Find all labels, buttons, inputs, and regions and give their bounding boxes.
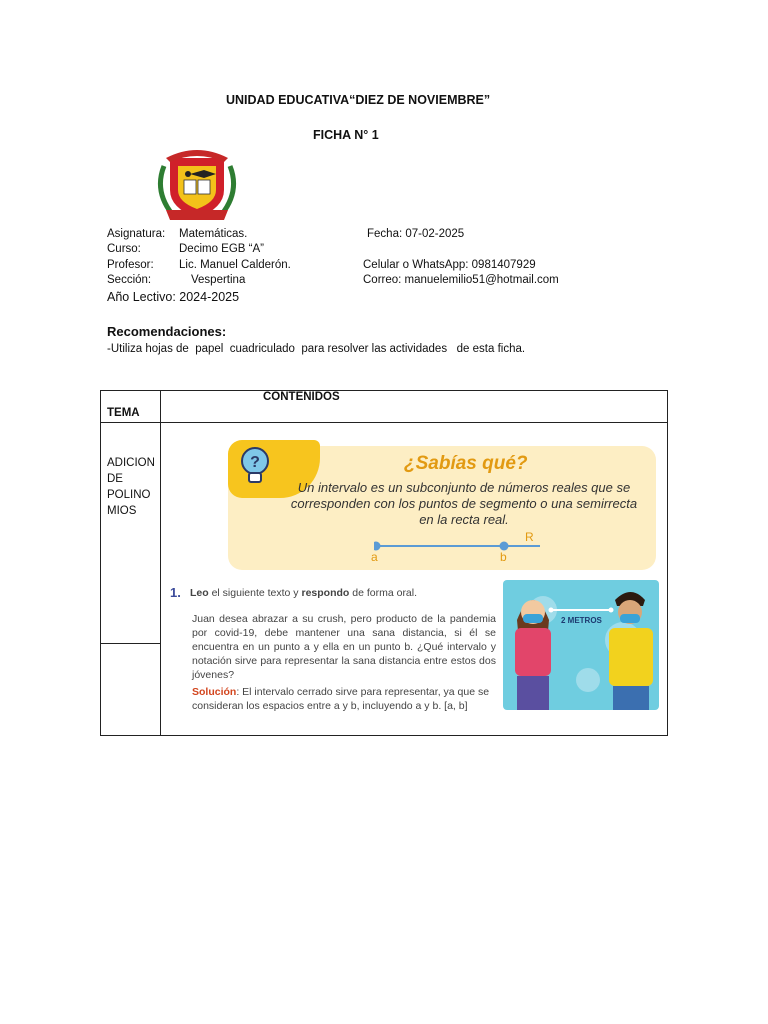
activity-solution bbox=[192, 685, 496, 713]
table-divider bbox=[160, 391, 161, 735]
distance-label: 2 METROS bbox=[561, 616, 602, 625]
sabias-que-text: Un intervalo es un subconjunto de números reales que se corresponden con los puntos de segmento o una semirrecta en la recta real. bbox=[290, 480, 638, 527]
tema-line: DE bbox=[107, 473, 123, 485]
tema-line: ADICION bbox=[107, 457, 155, 469]
label-a: a bbox=[371, 550, 378, 564]
asignatura-value: Matemáticas. bbox=[179, 228, 248, 240]
col-contenidos-header: CONTENIDOS bbox=[263, 391, 340, 403]
profesor-value: Lic. Manuel Calderón. bbox=[179, 259, 291, 271]
asignatura-label: Asignatura: bbox=[107, 228, 166, 240]
solution-text: : El intervalo cerrado sirve para representar, ya que se consideran los espacios entre a y b, incluyendo a y b. [a, b] bbox=[192, 686, 490, 712]
distance-illustration bbox=[503, 580, 659, 710]
number-line bbox=[374, 536, 544, 571]
curso-label: Curso: bbox=[107, 243, 141, 255]
sabias-que-box bbox=[228, 440, 656, 570]
label-r: R bbox=[525, 530, 534, 544]
activity-instruction bbox=[190, 587, 417, 599]
recomendaciones-title: Recomendaciones: bbox=[107, 324, 227, 339]
sabias-que-title: ¿Sabías qué? bbox=[404, 453, 528, 474]
ficha-number: FICHA N° 1 bbox=[313, 128, 379, 142]
fecha: Fecha: 07-02-2025 bbox=[367, 228, 465, 240]
lead-end: de forma oral. bbox=[349, 587, 418, 599]
school-logo bbox=[154, 146, 240, 224]
lightbulb-icon bbox=[238, 446, 272, 491]
svg-text:?: ? bbox=[250, 454, 260, 471]
label-b: b bbox=[500, 550, 507, 564]
activity-number: 1. bbox=[170, 585, 181, 600]
tema-line: MIOS bbox=[107, 505, 137, 517]
tema-value bbox=[107, 455, 155, 519]
celular: Celular o WhatsApp: 0981407929 bbox=[363, 259, 536, 271]
curso-value: Decimo EGB “A” bbox=[179, 243, 264, 255]
anio-lectivo: Año Lectivo: 2024-2025 bbox=[107, 290, 240, 304]
tema-cell-line bbox=[101, 643, 160, 644]
profesor-label: Profesor: bbox=[107, 259, 154, 271]
lead-bold-respondo: respondo bbox=[301, 587, 350, 599]
seccion-label: Sección: bbox=[107, 274, 152, 286]
lead-mid: el siguiente texto y bbox=[208, 587, 302, 599]
seccion-value: Vespertina bbox=[191, 274, 246, 286]
tema-line: POLINO bbox=[107, 489, 151, 501]
table-header-line bbox=[101, 422, 667, 423]
school-title: UNIDAD EDUCATIVA“DIEZ DE NOVIEMBRE” bbox=[226, 93, 491, 107]
col-tema-header: TEMA bbox=[107, 407, 140, 419]
activity-body: Juan desea abrazar a su crush, pero producto de la pandemia por covid-19, debe mantener una sana distancia, si él se encuentra en un punto a y ella en un punto b. ¿Qué intervalo y notación sirve para representar la sana distancia entre estos dos jóvenes? bbox=[192, 613, 496, 681]
correo: Correo: manuelemilio51@hotmail.com bbox=[363, 274, 559, 286]
solution-label: Solución bbox=[192, 686, 237, 698]
lead-bold-leo: Leo bbox=[190, 587, 209, 599]
recomendaciones-text: -Utiliza hojas de papel cuadriculado para resolver las actividades de esta ficha. bbox=[107, 343, 526, 355]
